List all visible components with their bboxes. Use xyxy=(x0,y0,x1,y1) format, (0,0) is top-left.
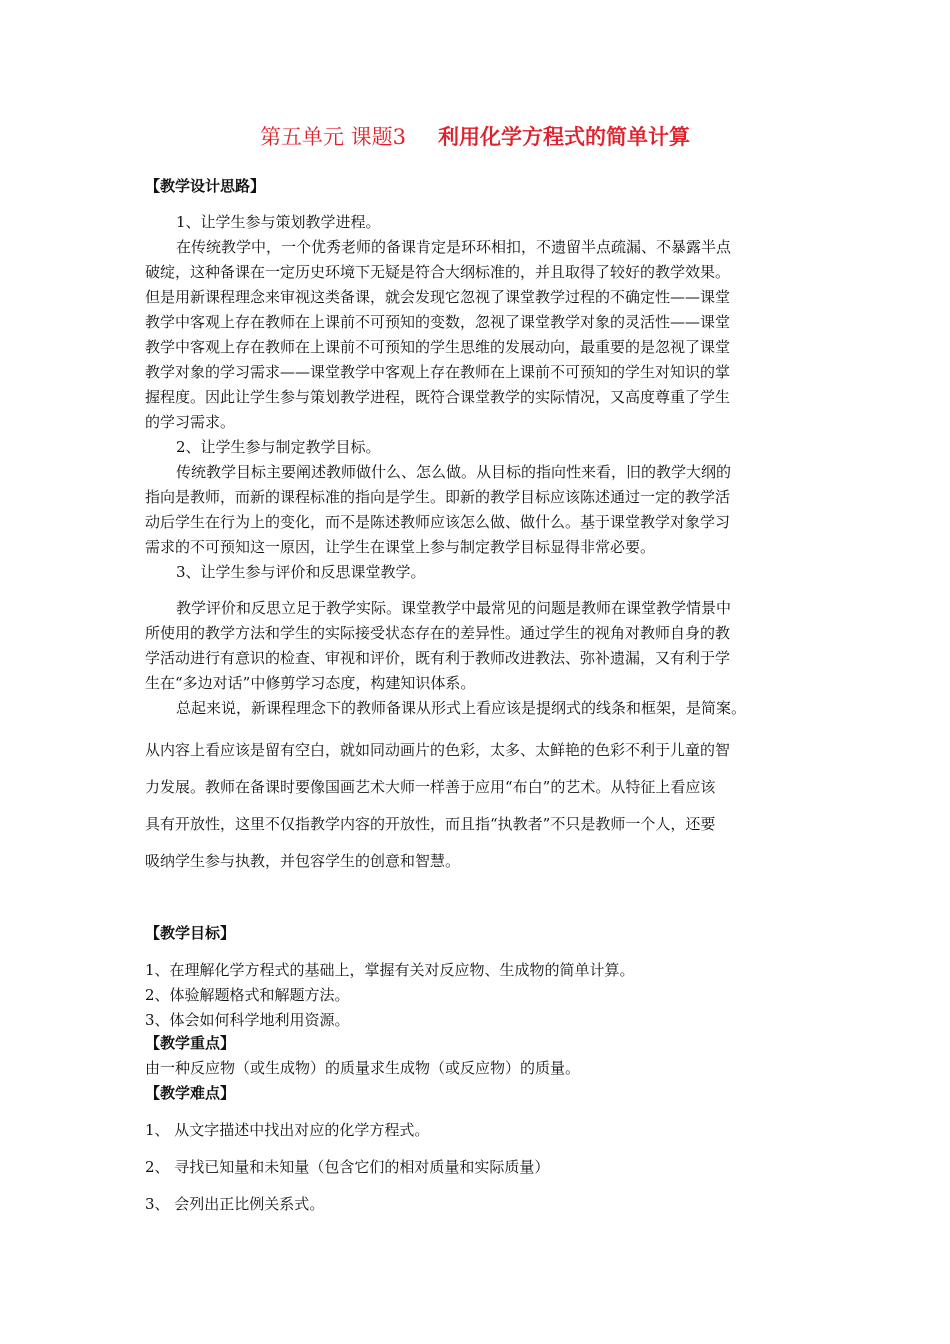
difficulty-heading: 【教学难点】 xyxy=(145,1084,236,1102)
design-para1-line: 教学中客观上存在教师在上课前不可预知的变数，忽视了课堂教学对象的灵活性——课堂 xyxy=(145,313,731,331)
design-para3-line: 教学评价和反思立足于教学实际。课堂教学中最常见的问题是教师在课堂教学情景中 xyxy=(176,599,732,617)
goal-item: 2、体验解题格式和解题方法。 xyxy=(145,986,350,1004)
design-para4-line: 力发展。教师在备课时要像国画艺术大师一样善于应用“布白”的艺术。从特征上看应该 xyxy=(145,778,716,796)
title-unit: 第五单元 课题3 xyxy=(259,125,407,149)
design-para1-line: 但是用新课程理念来审视这类备课，就会发现它忽视了课堂教学过程的不确定性——课堂 xyxy=(145,288,731,306)
design-item-1: 1、让学生参与策划教学进程。 xyxy=(176,213,381,231)
design-para4-line: 吸纳学生参与执教，并包容学生的创意和智慧。 xyxy=(145,852,461,870)
design-para4-line: 具有开放性，这里不仅指教学内容的开放性，而且指“执教者”不只是教师一个人，还要 xyxy=(145,815,716,833)
design-para3-line: 学活动进行有意识的检查、审视和评价，既有利于教师改进教法、弥补遗漏，又有利于学 xyxy=(145,649,731,667)
design-para1-line: 握程度。因此让学生参与策划教学进程，既符合课堂教学的实际情况，又高度尊重了学生 xyxy=(145,388,731,406)
goal-item: 3、体会如何科学地利用资源。 xyxy=(145,1011,350,1029)
design-para2-line: 动后学生在行为上的变化，而不是陈述教师应该怎么做、做什么。基于课堂教学对象学习 xyxy=(145,513,731,531)
design-para3-line: 生在“多边对话”中修剪学习态度，构建知识体系。 xyxy=(145,674,476,692)
design-para2-line: 传统教学目标主要阐述教师做什么、怎么做。从目标的指向性来看，旧的教学大纲的 xyxy=(176,463,732,481)
difficulty-item: 2、 寻找已知量和未知量（包含它们的相对质量和实际质量） xyxy=(145,1158,550,1176)
design-para4-line: 从内容上看应该是留有空白，就如同动画片的色彩，太多、太鲜艳的色彩不利于儿童的智 xyxy=(145,741,731,759)
title-topic: 利用化学方程式的简单计算 xyxy=(438,124,691,149)
design-item-2: 2、让学生参与制定教学目标。 xyxy=(176,438,381,456)
design-para1-line: 的学习需求。 xyxy=(145,413,236,431)
design-para1-line: 教学中客观上存在教师在上课前不可预知的学生思维的发展动向，最重要的是忽视了课堂 xyxy=(145,338,731,356)
design-para2-line: 指向是教师，而新的课程标准的指向是学生。即新的教学目标应该陈述通过一定的教学活 xyxy=(145,488,731,506)
goals-heading: 【教学目标】 xyxy=(145,924,236,942)
difficulty-item: 1、 从文字描述中找出对应的化学方程式。 xyxy=(145,1121,430,1139)
design-heading: 【教学设计思路】 xyxy=(145,177,266,195)
key-point-text: 由一种反应物（或生成物）的质量求生成物（或反应物）的质量。 xyxy=(145,1059,581,1077)
goal-item: 1、在理解化学方程式的基础上，掌握有关对反应物、生成物的简单计算。 xyxy=(145,961,635,979)
design-para3-line: 所使用的教学方法和学生的实际接受状态存在的差异性。通过学生的视角对教师自身的教 xyxy=(145,624,731,642)
design-item-3: 3、让学生参与评价和反思课堂教学。 xyxy=(176,563,426,581)
difficulty-item: 3、 会列出正比例关系式。 xyxy=(145,1195,325,1213)
design-para1-line: 破绽，这种备课在一定历史环境下无疑是符合大纲标准的，并且取得了较好的教学效果。 xyxy=(145,263,731,281)
design-para4-line: 总起来说，新课程理念下的教师备课从形式上看应该是提纲式的线条和框架，是简案。 xyxy=(176,699,747,717)
page-title xyxy=(0,121,950,151)
design-para1-line: 在传统教学中，一个优秀老师的备课肯定是环环相扣，不遗留半点疏漏、不暴露半点 xyxy=(176,238,732,256)
key-point-heading: 【教学重点】 xyxy=(145,1034,236,1052)
design-para1-line: 教学对象的学习需求——课堂教学中客观上存在教师在上课前不可预知的学生对知识的掌 xyxy=(145,363,731,381)
design-para2-line: 需求的不可预知这一原因，让学生在课堂上参与制定教学目标显得非常必要。 xyxy=(145,538,656,556)
